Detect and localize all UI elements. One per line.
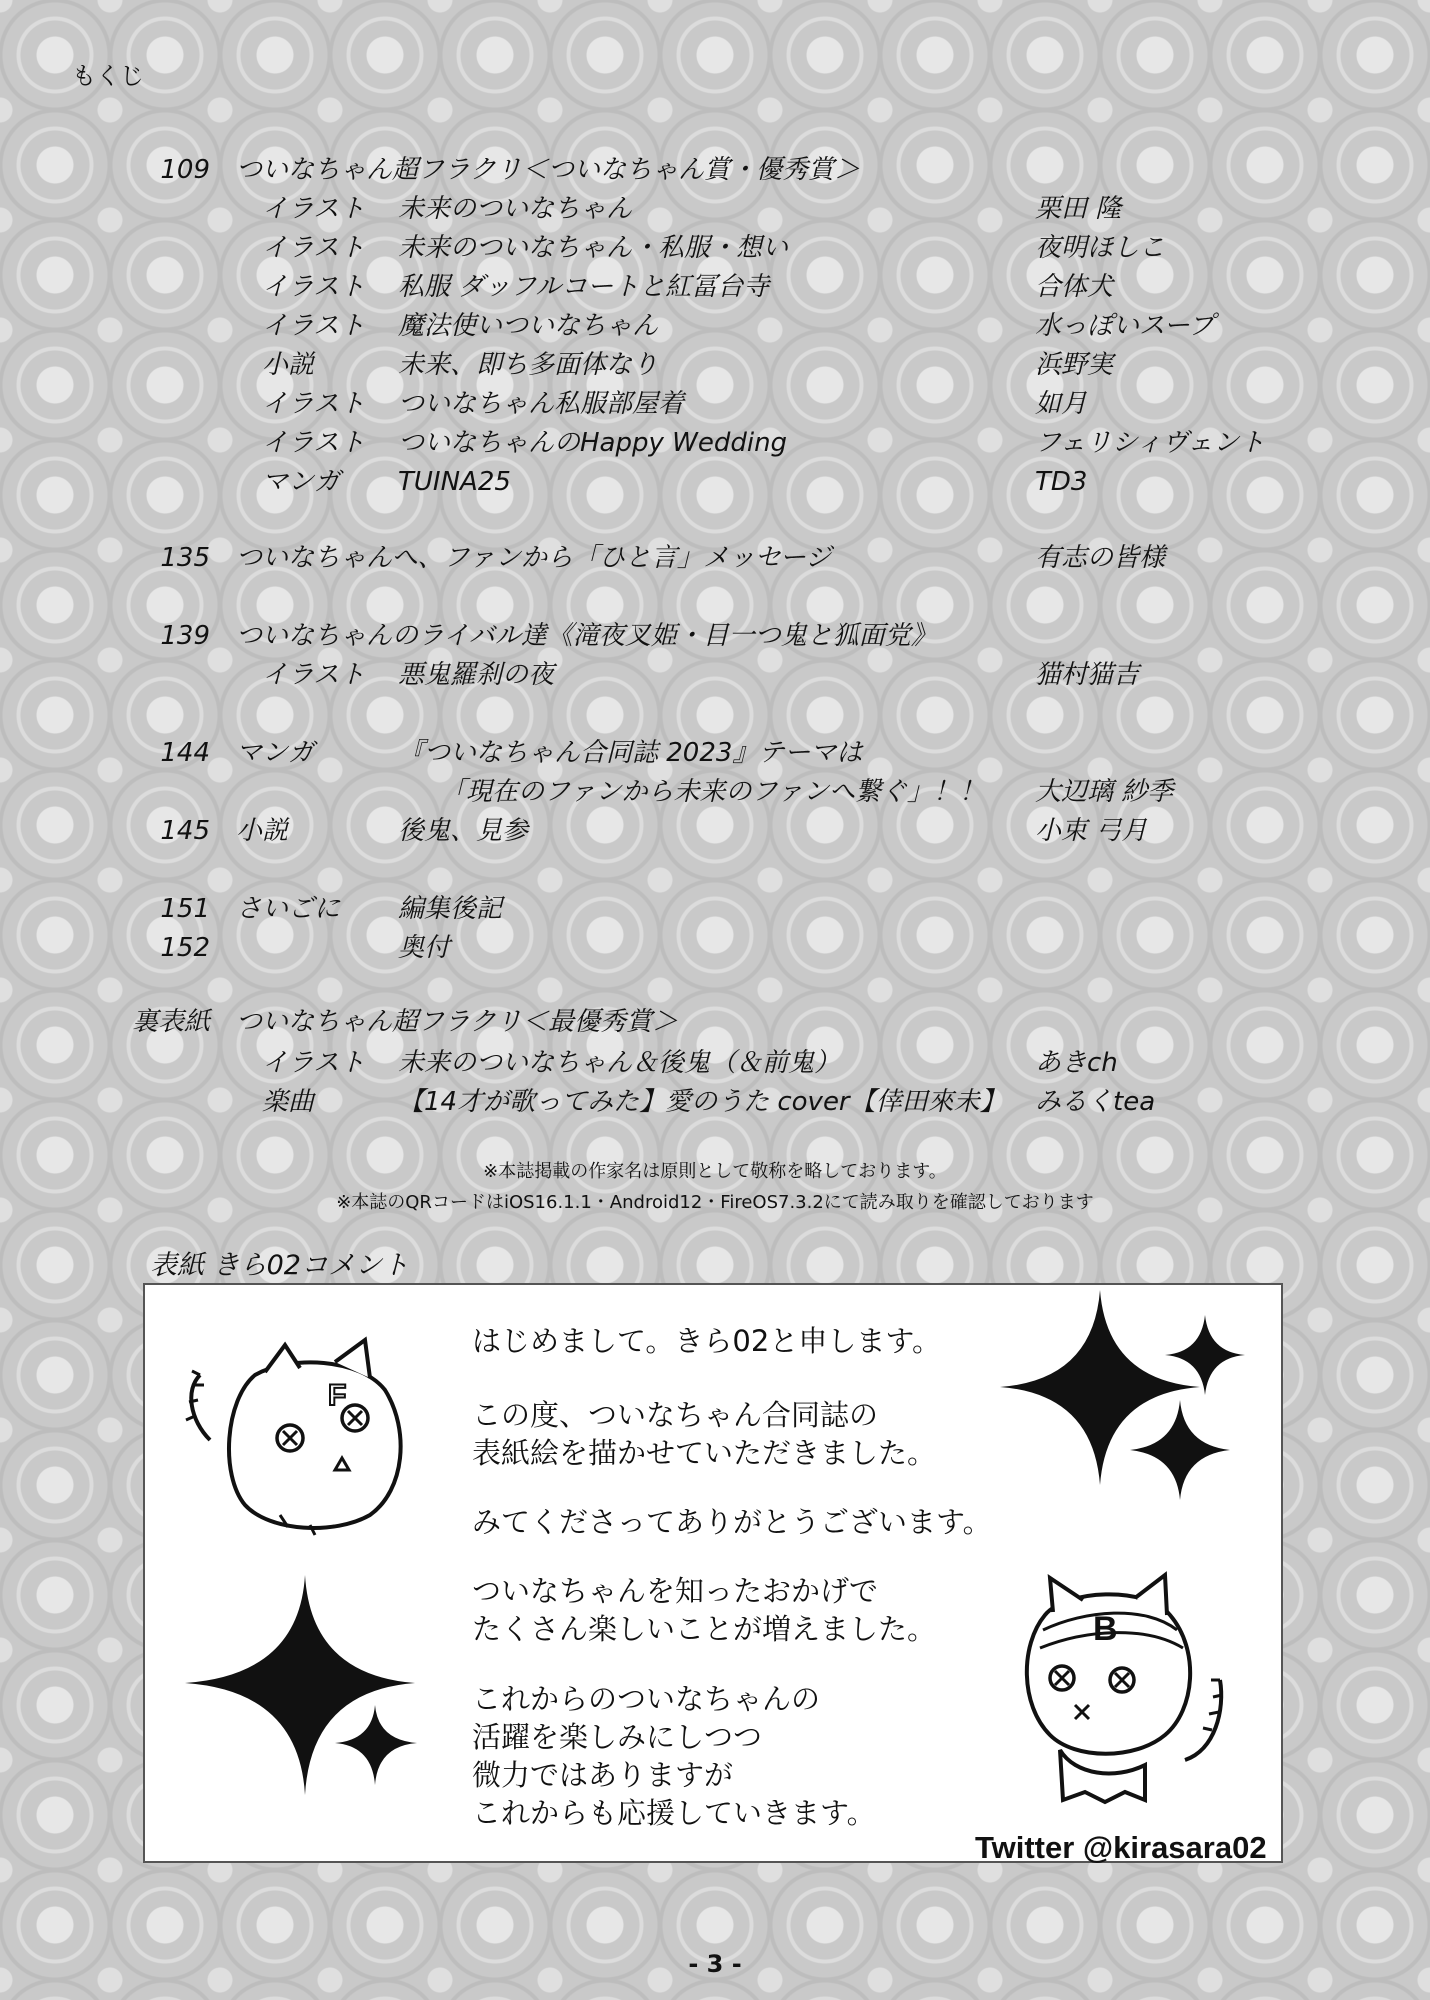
comment-line: はじめまして。きら02と申します。 bbox=[472, 1324, 942, 1358]
toc-title: 未来のついなちゃん・私服・想い bbox=[398, 233, 789, 263]
toc-category: イラスト bbox=[262, 233, 366, 263]
comment-line: 活躍を楽しみにしつつ bbox=[472, 1720, 763, 1754]
note-honorifics: ※本誌掲載の作家名は原則として敬称を略しております。 bbox=[483, 1161, 947, 1182]
sparkle-cluster-icon bbox=[1000, 1290, 1260, 1550]
toc-author: 有志の皆様 bbox=[1035, 543, 1166, 573]
comment-line: たくさん楽しいことが増えました。 bbox=[472, 1612, 937, 1646]
toc-title: TUINA25 bbox=[398, 467, 511, 497]
toc-author: 大辺璃 紗季 bbox=[1035, 777, 1174, 807]
toc-section-title: ついなちゃん超フラクリ＜ついなちゃん賞・優秀賞＞ bbox=[236, 155, 861, 185]
cat-letter-b: B bbox=[1093, 1610, 1118, 1648]
toc-author: あきch bbox=[1035, 1048, 1118, 1078]
toc-category: 楽曲 bbox=[262, 1087, 315, 1117]
toc-category: さいごに bbox=[236, 894, 341, 924]
toc-page: 145 bbox=[160, 816, 210, 846]
toc-page: 151 bbox=[160, 894, 210, 924]
toc-author: 猫村猫吉 bbox=[1035, 660, 1140, 690]
toc-title: 【14才が歌ってみた】愛のうた cover【倖田來未】 bbox=[398, 1087, 1006, 1117]
toc-category: イラスト bbox=[262, 272, 366, 302]
toc-title: 「現在のファンから未来のファンへ繋ぐ」！！ bbox=[440, 777, 985, 807]
toc-title: 未来のついなちゃん bbox=[398, 194, 633, 224]
toc-title: 未来のついなちゃん＆後鬼（＆前鬼） bbox=[398, 1048, 841, 1078]
twitter-handle: Twitter @kirasara02 bbox=[975, 1830, 1267, 1865]
toc-author: 夜明ほしこ bbox=[1035, 233, 1166, 263]
toc-author: 栗田 隆 bbox=[1035, 194, 1122, 224]
toc-author: 水っぽいスープ bbox=[1035, 311, 1215, 341]
toc-category: イラスト bbox=[262, 428, 366, 458]
toc-category: イラスト bbox=[262, 194, 366, 224]
comment-line: これからのついなちゃんの bbox=[472, 1682, 821, 1716]
toc-category: マンガ bbox=[262, 467, 341, 497]
toc-author: フェリシィヴェント bbox=[1035, 428, 1266, 458]
toc-category: マンガ bbox=[236, 738, 315, 768]
toc-author: 小束 弓月 bbox=[1035, 816, 1148, 846]
toc-title: 『ついなちゃん合同誌 2023』テーマは bbox=[398, 738, 863, 768]
toc-page: 139 bbox=[160, 621, 210, 651]
toc-title: 悪鬼羅刹の夜 bbox=[398, 660, 555, 690]
toc-category: イラスト bbox=[262, 389, 366, 419]
comment-line: みてくださってありがとうございます。 bbox=[472, 1505, 992, 1539]
toc-page: 135 bbox=[160, 543, 210, 573]
comment-line: 微力ではありますが bbox=[472, 1758, 734, 1792]
sparkle-cluster-icon bbox=[185, 1575, 425, 1825]
toc-title: 魔法使いついなちゃん bbox=[398, 311, 659, 341]
toc-author: 浜野実 bbox=[1035, 350, 1114, 380]
toc-category: イラスト bbox=[262, 1048, 366, 1078]
cat-character-b-icon bbox=[1005, 1560, 1245, 1830]
toc-author: 如月 bbox=[1035, 389, 1088, 419]
cover-comment-label: 表紙 きら02コメント bbox=[150, 1250, 409, 1281]
toc-title: 未来、即ち多面体なり bbox=[398, 350, 659, 380]
comment-line: これからも応援していきます。 bbox=[472, 1796, 876, 1830]
toc-page: 109 bbox=[160, 155, 210, 185]
toc-title: ついなちゃん私服部屋着 bbox=[398, 389, 685, 419]
toc-category: イラスト bbox=[262, 660, 366, 690]
toc-category: 小説 bbox=[262, 350, 315, 380]
toc-author: 合体犬 bbox=[1035, 272, 1114, 302]
comment-line: ついなちゃんを知ったおかげで bbox=[472, 1574, 879, 1608]
note-qr-code: ※本誌のQRコードはiOS16.1.1・Android12・FireOS7.3.2にて読み取りを確認しております bbox=[336, 1192, 1094, 1213]
page-header: もくじ bbox=[72, 62, 144, 90]
toc-title: 奥付 bbox=[398, 933, 451, 963]
toc-category: 小説 bbox=[236, 816, 289, 846]
comment-line: この度、ついなちゃん合同誌の bbox=[472, 1398, 879, 1432]
toc-section-title: ついなちゃん超フラクリ＜最優秀賞＞ bbox=[236, 1007, 679, 1037]
toc-category: イラスト bbox=[262, 311, 366, 341]
toc-author: TD3 bbox=[1035, 467, 1088, 497]
cat-character-f-icon bbox=[170, 1320, 430, 1550]
toc-page: 裏表紙 bbox=[131, 1007, 210, 1037]
toc-page: 152 bbox=[160, 933, 210, 963]
toc-title: ついなちゃんのHappy Wedding bbox=[398, 428, 788, 458]
toc-title: 編集後記 bbox=[398, 894, 503, 924]
toc-page: 144 bbox=[160, 738, 210, 768]
toc-title: 私服 ダッフルコートと紅冨台寺 bbox=[398, 272, 770, 302]
toc-section-title: ついなちゃんのライバル達《滝夜叉姫・目一つ鬼と狐面党》 bbox=[236, 621, 937, 651]
page-number: - 3 - bbox=[688, 1950, 742, 1978]
toc-author: みるくtea bbox=[1035, 1087, 1156, 1117]
toc-section-title: ついなちゃんへ、ファンから「ひと言」メッセージ bbox=[236, 543, 832, 573]
toc-title: 後鬼、見参 bbox=[398, 816, 529, 846]
cat-letter-f: F bbox=[328, 1379, 347, 1412]
comment-line: 表紙絵を描かせていただきました。 bbox=[472, 1436, 937, 1470]
